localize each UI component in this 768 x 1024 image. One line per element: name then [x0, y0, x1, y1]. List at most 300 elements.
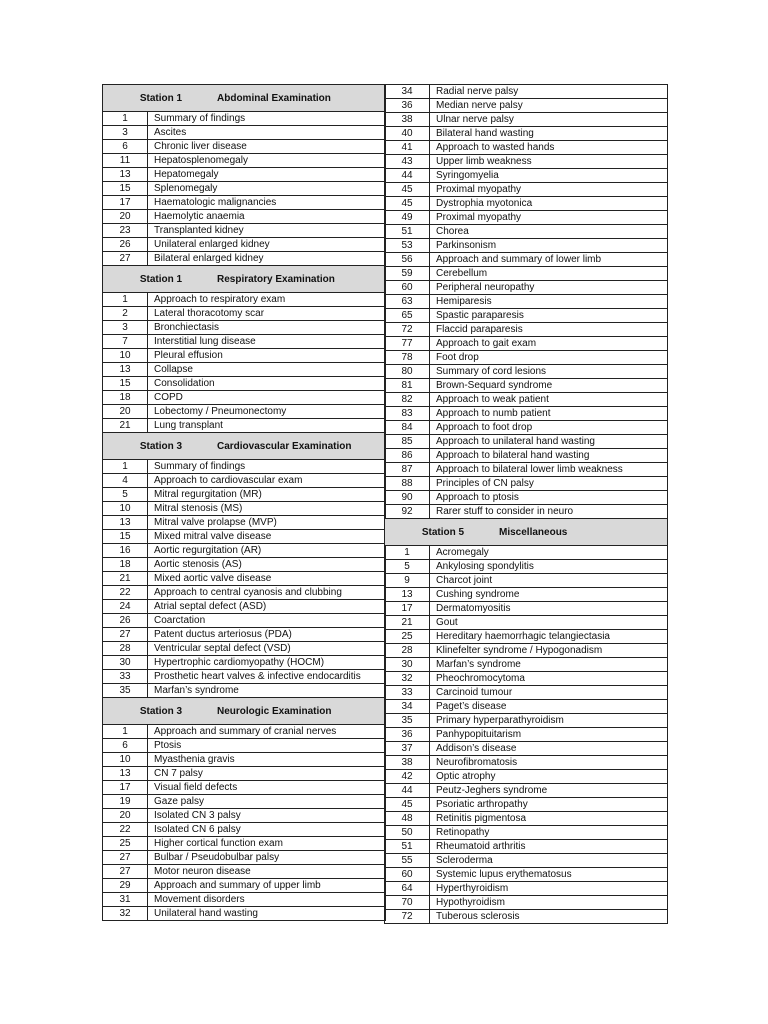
topic-name: Approach and summary of upper limb: [154, 880, 321, 891]
right-index-table: [384, 84, 668, 924]
page-number: 30: [103, 656, 148, 669]
topic-name: Principles of CN palsy: [436, 478, 534, 489]
page-number: 45: [385, 197, 430, 210]
table-row: [385, 798, 667, 812]
topic-name: Mixed aortic valve disease: [154, 573, 272, 584]
page-number: 18: [103, 391, 148, 404]
page-number: 34: [385, 700, 430, 713]
table-row: [103, 182, 385, 196]
page-number: 81: [385, 379, 430, 392]
topic-name: Approach and summary of cranial nerves: [154, 726, 337, 737]
table-row: [103, 642, 385, 656]
station-label: Station 3: [139, 705, 183, 717]
topic-name: Approach to cardiovascular exam: [154, 475, 303, 486]
table-row: [385, 742, 667, 756]
topic-name: Mixed mitral valve disease: [154, 531, 272, 542]
topic-name: Chronic liver disease: [154, 141, 247, 152]
page-number: 11: [103, 154, 148, 167]
topic-name: Summary of cord lesions: [436, 366, 547, 377]
topic-name: Splenomegaly: [154, 183, 218, 194]
page-number: 10: [103, 753, 148, 766]
page-number: 15: [103, 377, 148, 390]
topic-name: Charcot joint: [436, 575, 493, 586]
page-number: 86: [385, 449, 430, 462]
table-row: [385, 295, 667, 309]
table-row: [385, 253, 667, 267]
page-number: 27: [103, 252, 148, 265]
table-row: [385, 155, 667, 169]
page-number: 33: [103, 670, 148, 683]
page-number: 28: [385, 644, 430, 657]
table-row: [385, 463, 667, 477]
topic-name: Dystrophia myotonica: [436, 198, 533, 209]
page-number: 23: [103, 224, 148, 237]
table-row: [103, 851, 385, 865]
table-row: [103, 823, 385, 837]
page-number: 13: [103, 168, 148, 181]
page-number: 51: [385, 225, 430, 238]
topic-name: Optic atrophy: [436, 771, 496, 782]
topic-name: Hyperthyroidism: [436, 883, 509, 894]
page-number: 19: [103, 795, 148, 808]
table-row: [385, 602, 667, 616]
table-row: [103, 544, 385, 558]
table-row: [385, 267, 667, 281]
table-row: [385, 491, 667, 505]
topic-name: Hypothyroidism: [436, 897, 505, 908]
table-row: [385, 169, 667, 183]
topic-name: Retinopathy: [436, 827, 490, 838]
table-row: [103, 572, 385, 586]
page-number: 20: [103, 210, 148, 223]
page-number: 36: [385, 728, 430, 741]
table-row: [385, 854, 667, 868]
page-number: 45: [385, 798, 430, 811]
page-number: 15: [103, 530, 148, 543]
topic-name: Collapse: [154, 364, 193, 375]
page-number: 4: [103, 474, 148, 487]
page-number: 27: [103, 628, 148, 641]
table-row: [103, 893, 385, 907]
page-number: 32: [385, 672, 430, 685]
section-header: [385, 519, 667, 546]
topic-name: Syringomyelia: [436, 170, 499, 181]
topic-name: Approach to unilateral hand wasting: [436, 436, 595, 447]
topic-name: CN 7 palsy: [154, 768, 203, 779]
page-number: 78: [385, 351, 430, 364]
topic-name: Spastic paraparesis: [436, 310, 524, 321]
table-row: [103, 293, 385, 307]
station-label: Station 5: [421, 526, 465, 538]
table-row: [103, 558, 385, 572]
topic-name: Summary of findings: [154, 113, 246, 124]
page-number: 35: [385, 714, 430, 727]
page-number: 49: [385, 211, 430, 224]
table-row: [385, 365, 667, 379]
page-number: 22: [103, 586, 148, 599]
table-row: [103, 865, 385, 879]
table-row: [103, 460, 385, 474]
topic-name: Bronchiectasis: [154, 322, 220, 333]
topic-name: Proximal myopathy: [436, 212, 522, 223]
section-header: [103, 266, 385, 293]
topic-name: Hepatosplenomegaly: [154, 155, 248, 166]
table-row: [385, 630, 667, 644]
page-number: 38: [385, 756, 430, 769]
topic-name: Median nerve palsy: [436, 100, 523, 111]
topic-name: Ulnar nerve palsy: [436, 114, 514, 125]
topic-name: Marfan’s syndrome: [154, 685, 239, 696]
topic-name: Haematologic malignancies: [154, 197, 277, 208]
topic-name: Ptosis: [154, 740, 182, 751]
table-row: [385, 421, 667, 435]
table-row: [103, 753, 385, 767]
topic-name: Approach and summary of lower limb: [436, 254, 602, 265]
table-row: [103, 377, 385, 391]
page-number: 17: [103, 196, 148, 209]
page-number: 9: [385, 574, 430, 587]
section-title: Cardiovascular Examination: [217, 440, 352, 452]
table-row: [103, 488, 385, 502]
page-number: 60: [385, 281, 430, 294]
page-number: 3: [103, 126, 148, 139]
topic-name: Patent ductus arteriosus (PDA): [154, 629, 292, 640]
page-number: 5: [385, 560, 430, 573]
table-row: [103, 474, 385, 488]
table-row: [103, 614, 385, 628]
table-row: [103, 530, 385, 544]
topic-name: Scleroderma: [436, 855, 493, 866]
topic-name: Mitral stenosis (MS): [154, 503, 243, 514]
table-row: [385, 700, 667, 714]
topic-name: Unilateral enlarged kidney: [154, 239, 270, 250]
topic-name: Klinefelter syndrome / Hypogonadism: [436, 645, 603, 656]
topic-name: Aortic stenosis (AS): [154, 559, 242, 570]
page-number: 25: [103, 837, 148, 850]
topic-name: Approach to wasted hands: [436, 142, 555, 153]
station-label: Station 1: [139, 273, 183, 285]
table-row: [103, 516, 385, 530]
topic-name: Proximal myopathy: [436, 184, 522, 195]
table-row: [103, 795, 385, 809]
table-row: [385, 882, 667, 896]
topic-name: Cushing syndrome: [436, 589, 520, 600]
page-number: 5: [103, 488, 148, 501]
table-row: [103, 210, 385, 224]
table-row: [103, 670, 385, 684]
page-number: 27: [103, 851, 148, 864]
page-number: 85: [385, 435, 430, 448]
table-row: [103, 349, 385, 363]
topic-name: Ankylosing spondylitis: [436, 561, 534, 572]
topic-name: Ascites: [154, 127, 187, 138]
table-row: [385, 714, 667, 728]
station-label: Station 1: [139, 92, 183, 104]
topic-name: Isolated CN 6 palsy: [154, 824, 241, 835]
page-number: 44: [385, 784, 430, 797]
section-header: [103, 433, 385, 460]
topic-name: Radial nerve palsy: [436, 86, 519, 97]
table-row: [385, 211, 667, 225]
table-row: [103, 252, 385, 266]
table-row: [385, 896, 667, 910]
page-number: 17: [103, 781, 148, 794]
page-number: 41: [385, 141, 430, 154]
table-row: [385, 644, 667, 658]
page-number: 13: [103, 516, 148, 529]
table-row: [103, 837, 385, 851]
topic-name: Addison’s disease: [436, 743, 517, 754]
page-number: 13: [103, 767, 148, 780]
topic-name: Hereditary haemorrhagic telangiectasia: [436, 631, 610, 642]
page-number: 64: [385, 882, 430, 895]
topic-name: Chorea: [436, 226, 469, 237]
topic-name: Panhypopituitarism: [436, 729, 522, 740]
table-row: [103, 307, 385, 321]
table-row: [103, 656, 385, 670]
page-number: 36: [385, 99, 430, 112]
page-number: 13: [385, 588, 430, 601]
page-number: 59: [385, 267, 430, 280]
table-row: [103, 224, 385, 238]
topic-name: Movement disorders: [154, 894, 245, 905]
topic-name: COPD: [154, 392, 183, 403]
table-row: [385, 560, 667, 574]
table-row: [385, 407, 667, 421]
topic-name: Higher cortical function exam: [154, 838, 283, 849]
page-number: 1: [103, 112, 148, 125]
section-title: Miscellaneous: [499, 526, 568, 538]
page-number: 16: [103, 544, 148, 557]
page-number: 18: [103, 558, 148, 571]
page-number: 1: [103, 293, 148, 306]
topic-name: Parkinsonism: [436, 240, 497, 251]
table-row: [385, 85, 667, 99]
topic-name: Peripheral neuropathy: [436, 282, 535, 293]
table-row: [103, 112, 385, 126]
section-header: [103, 698, 385, 725]
table-row: [103, 168, 385, 182]
table-row: [385, 826, 667, 840]
page-number: 82: [385, 393, 430, 406]
page-number: 92: [385, 505, 430, 518]
table-row: [385, 686, 667, 700]
topic-name: Gout: [436, 617, 458, 628]
page-number: 21: [103, 419, 148, 432]
table-row: [385, 812, 667, 826]
table-row: [385, 183, 667, 197]
page-number: 53: [385, 239, 430, 252]
page-number: 1: [103, 460, 148, 473]
topic-name: Rarer stuff to consider in neuro: [436, 506, 574, 517]
page-number: 77: [385, 337, 430, 350]
page-number: 60: [385, 868, 430, 881]
table-row: [385, 99, 667, 113]
page-number: 87: [385, 463, 430, 476]
page-number: 6: [103, 140, 148, 153]
table-row: [385, 840, 667, 854]
table-row: [385, 323, 667, 337]
table-row: [103, 363, 385, 377]
topic-name: Approach to weak patient: [436, 394, 549, 405]
table-row: [103, 419, 385, 433]
page-number: 28: [103, 642, 148, 655]
table-row: [385, 728, 667, 742]
table-row: [385, 225, 667, 239]
station-label: Station 3: [139, 440, 183, 452]
page-number: 48: [385, 812, 430, 825]
table-row: [385, 449, 667, 463]
topic-name: Approach to bilateral lower limb weakness: [436, 464, 623, 475]
page-number: 80: [385, 365, 430, 378]
page-number: 10: [103, 349, 148, 362]
topic-name: Ventricular septal defect (VSD): [154, 643, 291, 654]
table-row: [385, 351, 667, 365]
page-number: 83: [385, 407, 430, 420]
page-number: 1: [103, 725, 148, 738]
topic-name: Hepatomegaly: [154, 169, 219, 180]
topic-name: Mitral valve prolapse (MVP): [154, 517, 277, 528]
topic-name: Aortic regurgitation (AR): [154, 545, 262, 556]
table-row: [103, 879, 385, 893]
page-number: 15: [103, 182, 148, 195]
table-row: [385, 574, 667, 588]
table-row: [385, 141, 667, 155]
topic-name: Acromegaly: [436, 547, 489, 558]
page-number: 56: [385, 253, 430, 266]
page-number: 32: [103, 907, 148, 920]
page-number: 51: [385, 840, 430, 853]
topic-name: Rheumatoid arthritis: [436, 841, 526, 852]
topic-name: Motor neuron disease: [154, 866, 251, 877]
page-number: 2: [103, 307, 148, 320]
topic-name: Approach to numb patient: [436, 408, 551, 419]
section-header: [103, 85, 385, 112]
page-number: 72: [385, 910, 430, 923]
topic-name: Hemiparesis: [436, 296, 492, 307]
page-number: 21: [103, 572, 148, 585]
topic-name: Myasthenia gravis: [154, 754, 235, 765]
table-row: [385, 616, 667, 630]
page-number: 30: [385, 658, 430, 671]
topic-name: Lateral thoracotomy scar: [154, 308, 265, 319]
page-number: 26: [103, 238, 148, 251]
topic-name: Lobectomy / Pneumonectomy: [154, 406, 287, 417]
topic-name: Approach to gait exam: [436, 338, 537, 349]
topic-name: Systemic lupus erythematosus: [436, 869, 572, 880]
topic-name: Approach to central cyanosis and clubbing: [154, 587, 342, 598]
topic-name: Bilateral enlarged kidney: [154, 253, 264, 264]
table-row: [103, 739, 385, 753]
topic-name: Bilateral hand wasting: [436, 128, 534, 139]
page-number: 24: [103, 600, 148, 613]
page-number: 33: [385, 686, 430, 699]
topic-name: Cerebellum: [436, 268, 488, 279]
page-number: 13: [103, 363, 148, 376]
section-title: Neurologic Examination: [217, 705, 332, 717]
table-row: [385, 672, 667, 686]
table-row: [103, 238, 385, 252]
topic-name: Marfan’s syndrome: [436, 659, 521, 670]
topic-name: Approach to respiratory exam: [154, 294, 286, 305]
table-row: [385, 239, 667, 253]
table-row: [103, 907, 385, 921]
topic-name: Interstitial lung disease: [154, 336, 256, 347]
page-number: 29: [103, 879, 148, 892]
topic-name: Approach to bilateral hand wasting: [436, 450, 590, 461]
table-row: [385, 658, 667, 672]
topic-name: Coarctation: [154, 615, 206, 626]
topic-name: Foot drop: [436, 352, 479, 363]
page-number: 65: [385, 309, 430, 322]
topic-name: Hypertrophic cardiomyopathy (HOCM): [154, 657, 325, 668]
table-row: [385, 393, 667, 407]
topic-name: Isolated CN 3 palsy: [154, 810, 241, 821]
section-title: Respiratory Examination: [217, 273, 335, 285]
page-number: 42: [385, 770, 430, 783]
page-number: 90: [385, 491, 430, 504]
page-number: 55: [385, 854, 430, 867]
topic-name: Atrial septal defect (ASD): [154, 601, 267, 612]
topic-name: Visual field defects: [154, 782, 238, 793]
page-number: 7: [103, 335, 148, 348]
table-row: [385, 546, 667, 560]
topic-name: Summary of findings: [154, 461, 246, 472]
page-number: 70: [385, 896, 430, 909]
topic-name: Pheochromocytoma: [436, 673, 525, 684]
table-row: [103, 684, 385, 698]
page-number: 88: [385, 477, 430, 490]
section-title: Abdominal Examination: [217, 92, 331, 104]
page-number: 35: [103, 684, 148, 697]
page-number: 21: [385, 616, 430, 629]
table-row: [103, 154, 385, 168]
table-row: [385, 127, 667, 141]
topic-name: Dermatomyositis: [436, 603, 511, 614]
topic-name: Carcinoid tumour: [436, 687, 513, 698]
page-number: 25: [385, 630, 430, 643]
table-row: [103, 586, 385, 600]
topic-name: Approach to ptosis: [436, 492, 519, 503]
page-number: 22: [103, 823, 148, 836]
table-row: [385, 309, 667, 323]
topic-name: Unilateral hand wasting: [154, 908, 258, 919]
table-row: [103, 196, 385, 210]
page-number: 6: [103, 739, 148, 752]
topic-name: Peutz-Jeghers syndrome: [436, 785, 548, 796]
table-row: [385, 910, 667, 924]
table-row: [385, 868, 667, 882]
table-row: [385, 281, 667, 295]
topic-name: Paget’s disease: [436, 701, 507, 712]
table-row: [103, 809, 385, 823]
topic-name: Pleural effusion: [154, 350, 223, 361]
table-row: [103, 725, 385, 739]
topic-name: Flaccid paraparesis: [436, 324, 523, 335]
table-row: [103, 335, 385, 349]
table-row: [103, 126, 385, 140]
table-row: [103, 767, 385, 781]
page-number: 45: [385, 183, 430, 196]
page-number: 40: [385, 127, 430, 140]
table-row: [385, 756, 667, 770]
left-index-table: [102, 84, 386, 921]
table-row: [103, 502, 385, 516]
topic-name: Psoriatic arthropathy: [436, 799, 528, 810]
table-row: [385, 505, 667, 519]
page-number: 1: [385, 546, 430, 559]
table-row: [103, 140, 385, 154]
